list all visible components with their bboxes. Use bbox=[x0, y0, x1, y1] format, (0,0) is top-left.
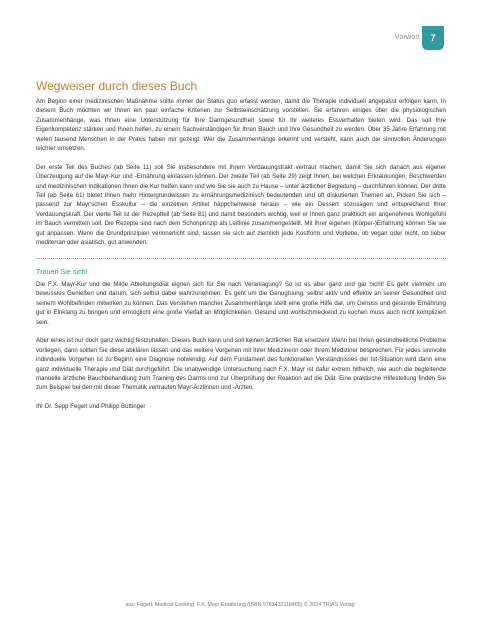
intro-paragraph: Am Beginn einer medizinischen Maßnahme sollte immer der Status quo erfasst werden, damit die Therapie individuell angepasst erfolgen kann. In diesem Buch möchten wir Ihnen ein paar einfache Kriterien zur Selbsteinschätzung vorstellen. Sie erfahren einiges über die physiologischen Zusammenhänge, was Ihnen eine Unterstützung für Ihre Darmgesundheit sowie für Ihr weiteres Essverhalten bieten wird. Das soll Ihre Eigenkompetenz stärken und Ihnen helfen, zu einem Sachverständigen für Ihren Bauch und Ihre Gesundheit zu werden. Über 35 Jahre Erfahrung mit vielen tausend Menschen in der Praxis haben mir gezeigt: Wer die Zusammenhänge erkennt und versteht, kann auch die sinnvollen Änderungen leichter umsetzen. bbox=[36, 98, 446, 153]
disclaimer-paragraph: Aber eines ist nur doch ganz wichtig festzuhalten: Dieses Buch kann und soll keinen ärztlichen Rat ersetzen! Wenn bei Ihnen gesundheitliche Probleme vorliegen, dann sollten Sie diese abklären lassen und das weitere Vorgehen mit Ihrer Medizinerin oder Ihrem Mediziner besprechen. Für jedes sinnvolle individuelle Vorgehen ist zu Beginn eine Diagnose notwendig. Auf dem Fundament des funktionellen Verständnisses der Ist-Situation wird dann eine ganz individuelle Therapie und Diät durchgeführt. Die unabwendige Untersuchung nach F.X. Mayr ist dafür extrem hilfreich, wie auch die begleitende manuelle ärztliche Bauchbehandlung zum Training des Darms und zur Überprüfung der Reaktion auf die Diät. Eine praktische Hilfestellung finden Sie zum Beispiel bei den mit dieser Thematik vertrauten Mayr-Ärztinnen und -Ärzten. bbox=[36, 337, 446, 392]
book-structure-paragraph: Der erste Teil des Buches (ab Seite 11) soll Sie insbesondere mit Ihrem Verdauungstrakt vertraut machen, damit Sie sich danach aus eigener Überzeugung auf die Mayr-Kur und -Ernährung einlassen können. Der zweite Teil (ab Seite 29) zeigt Ihnen, bei welchen Erkrankungen, Beschwerden und medizinischen Indikationen Ihnen die Kur helfen kann und wie Sie sie auch zu Hause – unter ärztlicher Begleitung – durchführen können. Der dritte Teil (ab Seite 61) bietet Ihnen mehr Hintergrundwissen zu ernährungsmedizinisch bedeutenden und oft diskutierten Themen an. Picken Sie sich – passend zur Mayr'schen Esskultur – die einzelnen Artikel häppchenweise heraus – wie ein Dessert sozusagen und entsprechend Ihrer Verdauungskraft. Der vierte Teil ist der Rezeptteil (ab Seite 81) und damit besonders wichtig, weil er Ihnen ganz praktisch ein angenehmes Wohlgefühl im Bauch vermitteln soll. Die Rezepte sind nach dem Schonprinzip als Leitlinie zusammengestellt. Mit Ihrer eigenen (Körper-)Erfahrung können Sie sie gut anpassen. Wenn die Grundprinzipien verinnerlicht sind, lassen sie sich auf ziemlich jede Kostform und Vorliebe, ob vegan oder nicht, ob lieber mediterran oder asiatisch, gut anwenden. bbox=[36, 163, 446, 247]
page-title: Wegweiser durch dieses Buch bbox=[36, 79, 198, 94]
section-divider bbox=[36, 258, 446, 259]
section-subheading: Trauen Sie sich! bbox=[36, 267, 88, 277]
page-footer-citation: aus: Fegerl, Medical Cooking: F.X. Mayr-Ernährung (ISBN 9783432118465) © 2024 TRIAS Verlag bbox=[125, 602, 355, 608]
encouragement-paragraph: Die F.X. Mayr-Kur und die Milde Ableitungsdiät eignen sich für Sie nach Veranlagung? So ist es aber ganz und gar nicht! Es geht vielmehr um bewusstes Genießen und darum, sich selbst dabei wahrzunehmen. Es geht um die Genugtuung, selbst aktiv und effektiv an seiner Gesundheit und seinem Wohlbefinden mitwirken zu können. Das Verstehen mancher Zusammenhänge stellt eine große Hilfe dar, um Genuss und gesunde Ernährung gut in Einklang zu bringen und ermöglicht eine große Vielfalt an Möglichkeiten. Gesund und wohlschmeckend zu kochen muss auch nicht kompliziert sein. bbox=[36, 280, 446, 326]
running-head-section: Vorwort bbox=[394, 34, 420, 41]
page-number: 7 bbox=[430, 33, 436, 43]
body-content bbox=[36, 97, 446, 421]
author-signature: Ihr Dr. Sepp Fegerl und Philipp Buttinger bbox=[36, 403, 146, 411]
page-number-badge bbox=[422, 26, 444, 50]
